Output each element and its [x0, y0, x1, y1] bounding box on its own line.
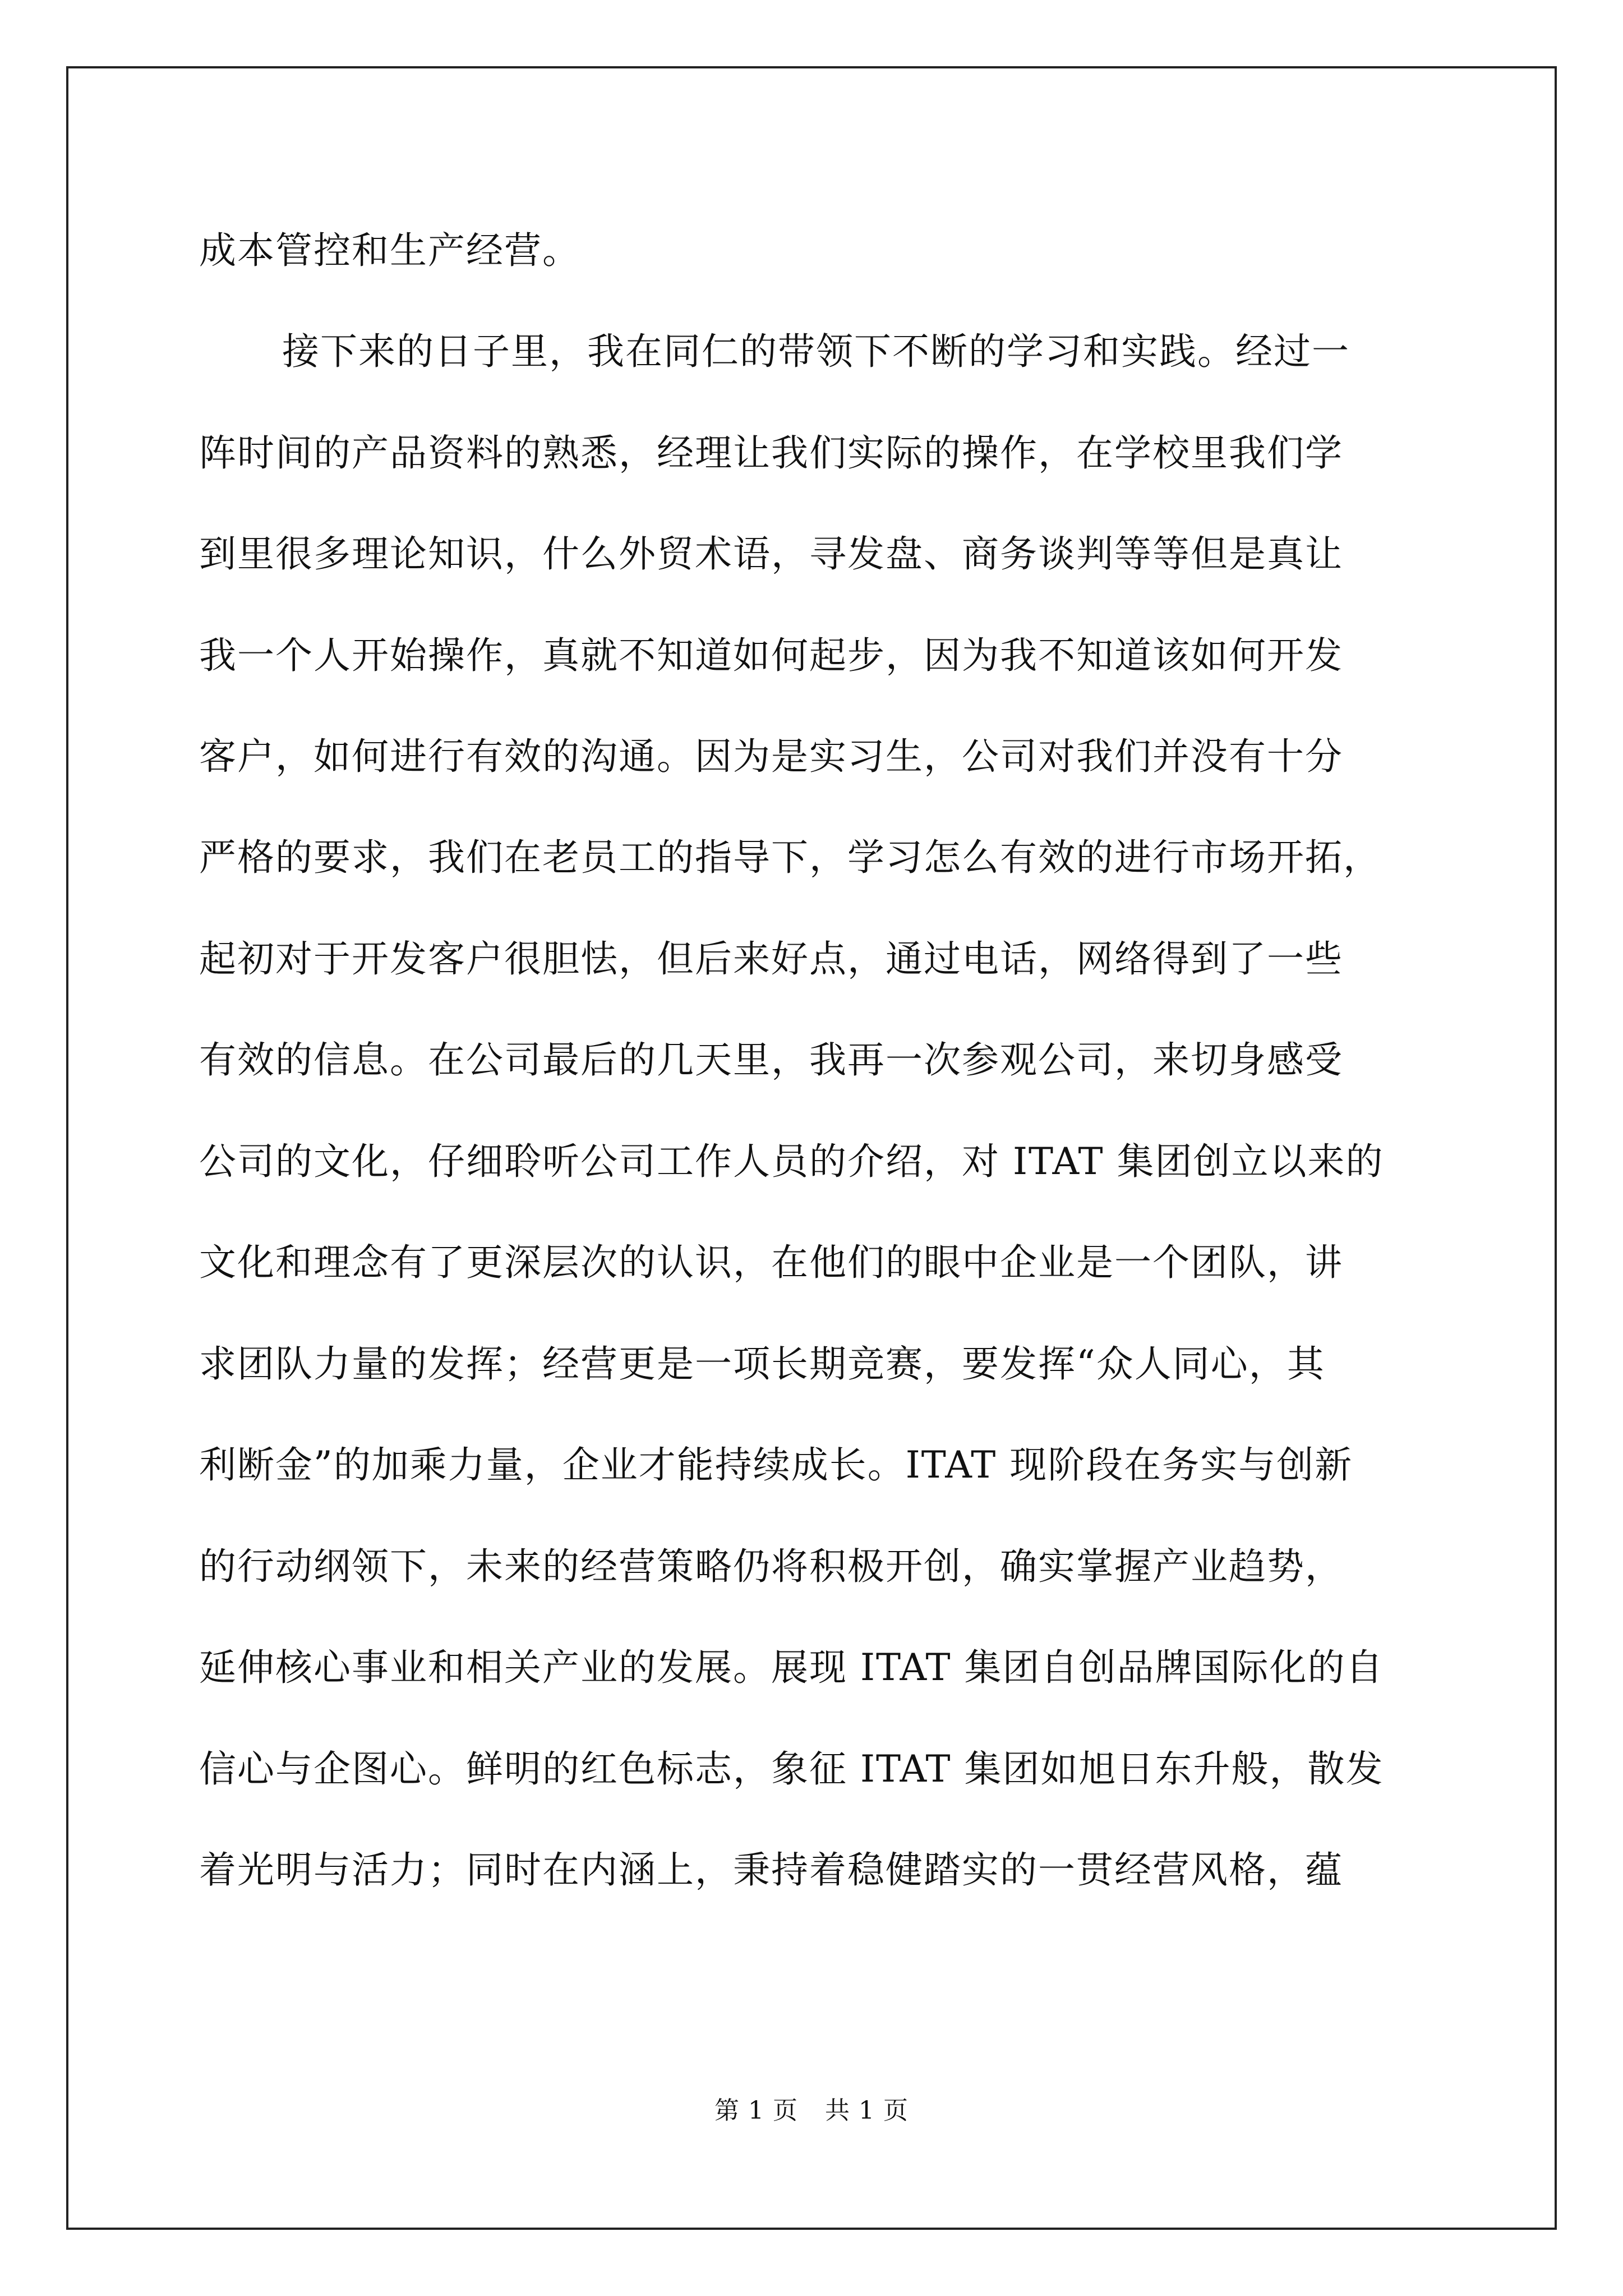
text-line: 严格的要求，我们在老员工的指导下，学习怎么有效的进行市场开拓， — [199, 836, 1381, 879]
text-line: 起初对于开发客户很胆怯，但后来好点，通过电话，网络得到了一些 — [199, 937, 1343, 981]
text-line: 利断金”的加乘力量，企业才能持续成长。ITAT 现阶段在务实与创新 — [199, 1443, 1353, 1487]
text-line: 信心与企图心。鲜明的红色标志，象征 ITAT 集团如旭日东升般，散发 — [199, 1747, 1384, 1791]
page-footer — [0, 2094, 1623, 2128]
text-line: 着光明与活力；同时在内涵上，秉持着稳健踏实的一贯经营风格，蕴 — [199, 1848, 1343, 1892]
text-line: 客户，如何进行有效的沟通。因为是实习生，公司对我们并没有十分 — [199, 735, 1343, 778]
text-line: 延伸核心事业和相关产业的发展。展现 ITAT 集团自创品牌国际化的自 — [199, 1646, 1384, 1689]
page-total: 共 1 页 — [825, 2096, 909, 2125]
text-line: 公司的文化，仔细聆听公司工作人员的介绍，对 ITAT 集团创立以来的 — [199, 1140, 1384, 1183]
text-line: 有效的信息。在公司最后的几天里，我再一次参观公司，来切身感受 — [199, 1038, 1343, 1082]
text-line: 的行动纲领下，未来的经营策略仍将积极开创，确实掌握产业趋势， — [199, 1545, 1343, 1588]
page-number: 第 1 页 — [714, 2096, 798, 2125]
text-line: 阵时间的产品资料的熟悉，经理让我们实际的操作，在学校里我们学 — [199, 431, 1343, 475]
paragraph-first-line: 接下来的日子里，我在同仁的带领下不断的学习和实践。经过一 — [282, 330, 1350, 373]
text-line: 到里很多理论知识，什么外贸术语，寻发盘、商务谈判等等但是真让 — [199, 532, 1343, 576]
text-line: 成本管控和生产经营。 — [199, 229, 580, 272]
text-line: 文化和理念有了更深层次的认识，在他们的眼中企业是一个团队，讲 — [199, 1241, 1343, 1284]
text-line: 求团队力量的发挥；经营更是一项长期竞赛，要发挥“众人同心，其 — [199, 1342, 1325, 1386]
text-line: 我一个人开始操作，真就不知道如何起步，因为我不知道该如何开发 — [199, 634, 1343, 677]
